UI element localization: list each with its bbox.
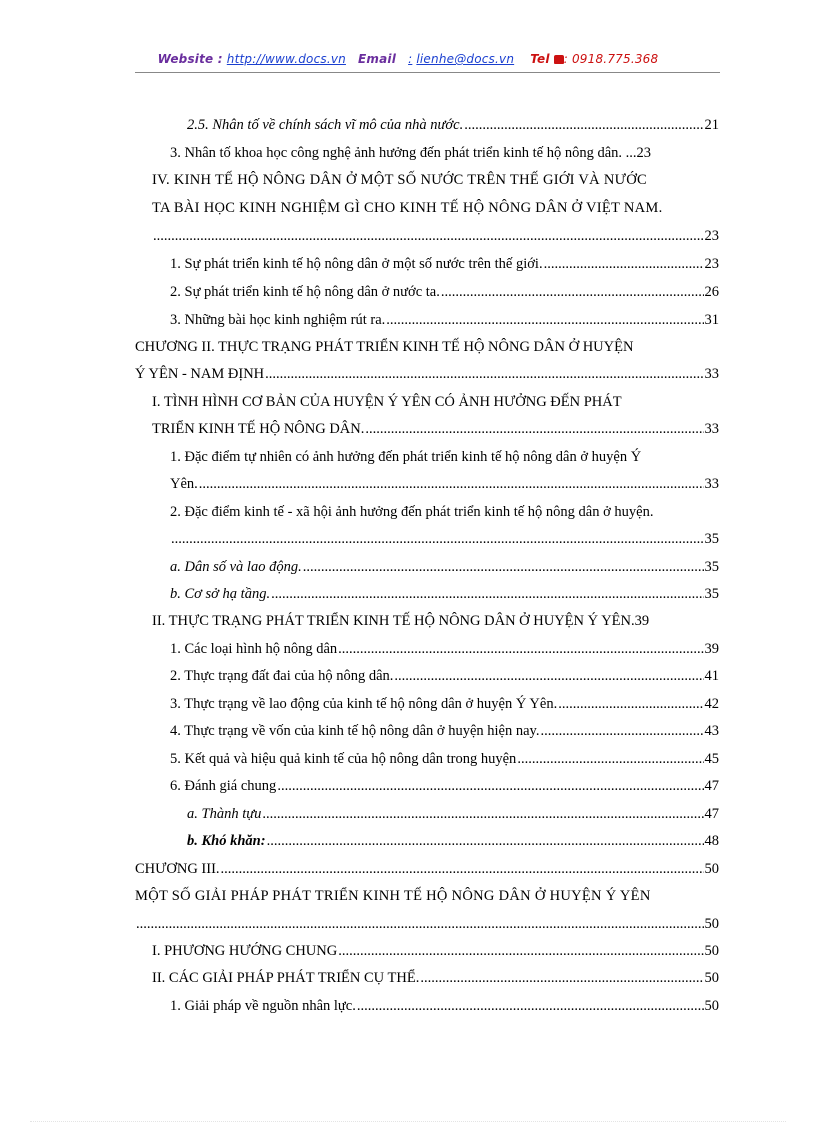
toc-dot-leader (558, 694, 703, 714)
toc-entry-page: 21 (704, 117, 719, 133)
toc-entry-page: 39 (704, 641, 719, 657)
toc-entry-page: 31 (704, 312, 719, 328)
toc-dot-leader (265, 364, 703, 384)
toc-entry[interactable] (170, 996, 719, 1016)
tel-value: : 0918.775.368 (563, 52, 659, 66)
toc-dot-leader (540, 721, 703, 741)
toc-entry-page: 35 (704, 586, 719, 602)
toc-entry-page: 43 (704, 723, 719, 739)
toc-dot-leader (357, 996, 704, 1016)
toc-dot-leader (153, 226, 704, 246)
toc-entry-page: 42 (704, 696, 719, 712)
toc-entry-title: II. THỰC TRẠNG PHÁT TRIỂN KINH TẾ HỘ NÔNG DÂN Ở HUYỆN Ý YÊN. (152, 613, 635, 629)
toc-entry[interactable] (170, 694, 719, 714)
toc-entry-page: 50 (704, 916, 719, 932)
toc-entry-page: 50 (704, 998, 719, 1014)
toc-entry[interactable] (152, 611, 719, 631)
toc-entry[interactable] (152, 968, 719, 988)
tel-label: Tel (530, 52, 550, 66)
website-label: Website : (157, 52, 223, 66)
toc-entry-title: 2.5. Nhân tố về chính sách vĩ mô của nhà nước. (187, 117, 464, 133)
header-rule (135, 72, 720, 73)
email-label: Email (358, 52, 397, 66)
toc-entry[interactable] (170, 143, 719, 163)
toc-entry-title: CHƯƠNG III. (135, 861, 220, 877)
toc-entry-title: 3. Nhân tố khoa học công nghệ ảnh hưởng đến phát triển kinh tế hộ nông dân. ... (170, 145, 637, 161)
toc-section-heading[interactable]: IV. KINH TẾ HỘ NÔNG DÂN Ở MỘT SỐ NƯỚC TRÊN THẾ GIỚI VÀ NƯỚC (152, 172, 647, 188)
toc-entry-title: a. Dân số và lao động. (170, 559, 302, 575)
phone-icon (554, 55, 564, 64)
toc-entry-title: 3. Những bài học kinh nghiệm rút ra. (170, 312, 386, 328)
toc-entry[interactable] (152, 419, 719, 439)
toc-entry[interactable] (170, 749, 719, 769)
email-separator: : (408, 52, 413, 66)
toc-dot-leader (171, 529, 704, 549)
toc-entry-title: 1. Giải pháp về nguồn nhân lực. (170, 998, 356, 1014)
toc-entry[interactable] (152, 941, 719, 961)
toc-dot-leader (394, 666, 703, 686)
toc-entry-title: 1. Các loại hình hộ nông dân (170, 641, 338, 657)
toc-entry[interactable] (170, 721, 719, 741)
toc-entry-page: 23 (704, 256, 719, 272)
toc-section-heading-cont: TA BÀI HỌC KINH NGHIỆM GÌ CHO KINH TẾ HỘ NÔNG DÂN Ở VIỆT NAM. (152, 200, 663, 216)
toc-dot-leader (136, 914, 704, 934)
toc-entry[interactable] (170, 282, 719, 302)
toc-entry[interactable] (135, 859, 719, 879)
email-link[interactable]: lienhe@docs.vn (416, 52, 515, 66)
toc-entry-page: 35 (704, 531, 719, 547)
toc-entry[interactable] (135, 364, 719, 384)
toc-dot-leader (517, 749, 703, 769)
toc-entry[interactable] (170, 254, 719, 274)
toc-dot-leader (365, 419, 703, 439)
toc-entry-title-long[interactable]: 1. Đặc điểm tự nhiên có ảnh hưởng đến phát triển kinh tế hộ nông dân ở huyện Ý (170, 449, 642, 465)
toc-entry-leader-line (135, 914, 719, 934)
toc-entry-page: 41 (704, 668, 719, 684)
toc-entry-title: Ý YÊN - NAM ĐỊNH (135, 366, 265, 382)
toc-entry-page: 50 (704, 861, 719, 877)
toc-dot-leader (267, 831, 704, 851)
toc-chapter-heading[interactable]: CHƯƠNG II. THỰC TRẠNG PHÁT TRIỂN KINH TẾ HỘ NÔNG DÂN Ở HUYỆN (135, 339, 634, 355)
toc-entry-title: Yên. (170, 476, 198, 492)
toc-entry-title: 2. Thực trạng đất đai của hộ nông dân. (170, 668, 394, 684)
toc-entry-page: 33 (704, 421, 719, 437)
toc-entry[interactable] (187, 831, 719, 851)
toc-dot-leader (338, 639, 703, 659)
toc-entry-title: II. CÁC GIẢI PHÁP PHÁT TRIỂN CỤ THỂ. (152, 970, 420, 986)
toc-entry-title: 1. Sự phát triển kinh tế hộ nông dân ở một số nước trên thế giới. (170, 256, 543, 272)
toc-entry-title: 5. Kết quả và hiệu quả kinh tế của hộ nông dân trong huyện (170, 751, 517, 767)
toc-entry-page: 50 (704, 943, 719, 959)
toc-dot-leader (271, 584, 703, 604)
toc-entry-page: 39 (634, 613, 650, 629)
toc-entry[interactable] (170, 776, 719, 796)
toc-entry-title: 3. Thực trạng về lao động của kinh tế hộ nông dân ở huyện Ý Yên. (170, 696, 558, 712)
toc-entry-page: 33 (704, 476, 719, 492)
toc-dot-leader (262, 804, 703, 824)
toc-entry[interactable] (170, 310, 719, 330)
page-bottom-rule (30, 1121, 786, 1122)
toc-dot-leader (464, 115, 703, 135)
toc-dot-leader (221, 859, 704, 879)
toc-section-heading[interactable]: I. TÌNH HÌNH CƠ BẢN CỦA HUYỆN Ý YÊN CÓ ẢNH HƯỞNG ĐẾN PHÁT (152, 394, 622, 410)
toc-dot-leader (386, 310, 703, 330)
toc-entry[interactable] (170, 474, 719, 494)
toc-entry-title: 4. Thực trạng về vốn của kinh tế hộ nông dân ở huyện hiện nay. (170, 723, 540, 739)
toc-entry[interactable] (170, 584, 719, 604)
toc-dot-leader (338, 941, 703, 961)
toc-entry-title-long[interactable]: 2. Đặc điểm kinh tế - xã hội ảnh hưởng đến phát triển kinh tế hộ nông dân ở huyện. (170, 504, 654, 520)
toc-entry-page: 48 (704, 833, 719, 849)
toc-dot-leader (420, 968, 703, 988)
toc-entry-title: 6. Đánh giá chung (170, 778, 277, 794)
toc-entry-page: 23 (636, 145, 652, 161)
toc-entry-leader-line (152, 226, 719, 246)
toc-entry[interactable] (170, 639, 719, 659)
toc-dot-leader (544, 254, 704, 274)
toc-entry-title: 2. Sự phát triển kinh tế hộ nông dân ở nước ta. (170, 284, 440, 300)
toc-entry-page: 23 (704, 228, 719, 244)
toc-dot-leader (277, 776, 703, 796)
toc-entry-page: 47 (704, 806, 719, 822)
toc-entry-leader-line (170, 529, 719, 549)
toc-dot-leader (303, 557, 704, 577)
toc-entry-title: I. PHƯƠNG HƯỚNG CHUNG (152, 943, 338, 959)
page-header (0, 52, 816, 66)
toc-entry-title: a. Thành tựu (187, 806, 262, 822)
toc-entry-title: b. Cơ sở hạ tầng. (170, 586, 271, 602)
website-link[interactable]: http://www.docs.vn (226, 52, 346, 66)
toc-entry[interactable] (170, 666, 719, 686)
toc-entry[interactable] (187, 115, 719, 135)
toc-dot-leader (199, 474, 704, 494)
toc-entry-title: TRIỂN KINH TẾ HỘ NÔNG DÂN. (152, 421, 365, 437)
toc-entry-page: 47 (704, 778, 719, 794)
toc-entry-title: b. Khó khăn: (187, 833, 266, 849)
toc-entry-page: 50 (704, 970, 719, 986)
toc-entry[interactable] (170, 557, 719, 577)
toc-entry-page: 35 (704, 559, 719, 575)
toc-entry-page: 45 (704, 751, 719, 767)
toc-entry[interactable] (187, 804, 719, 824)
toc-dot-leader (441, 282, 704, 302)
toc-entry-page: 26 (704, 284, 719, 300)
toc-entry-page: 33 (704, 366, 719, 382)
toc-chapter-heading[interactable]: MỘT SỐ GIẢI PHÁP PHÁT TRIỂN KINH TẾ HỘ NÔNG DÂN Ở HUYỆN Ý YÊN (135, 888, 651, 904)
